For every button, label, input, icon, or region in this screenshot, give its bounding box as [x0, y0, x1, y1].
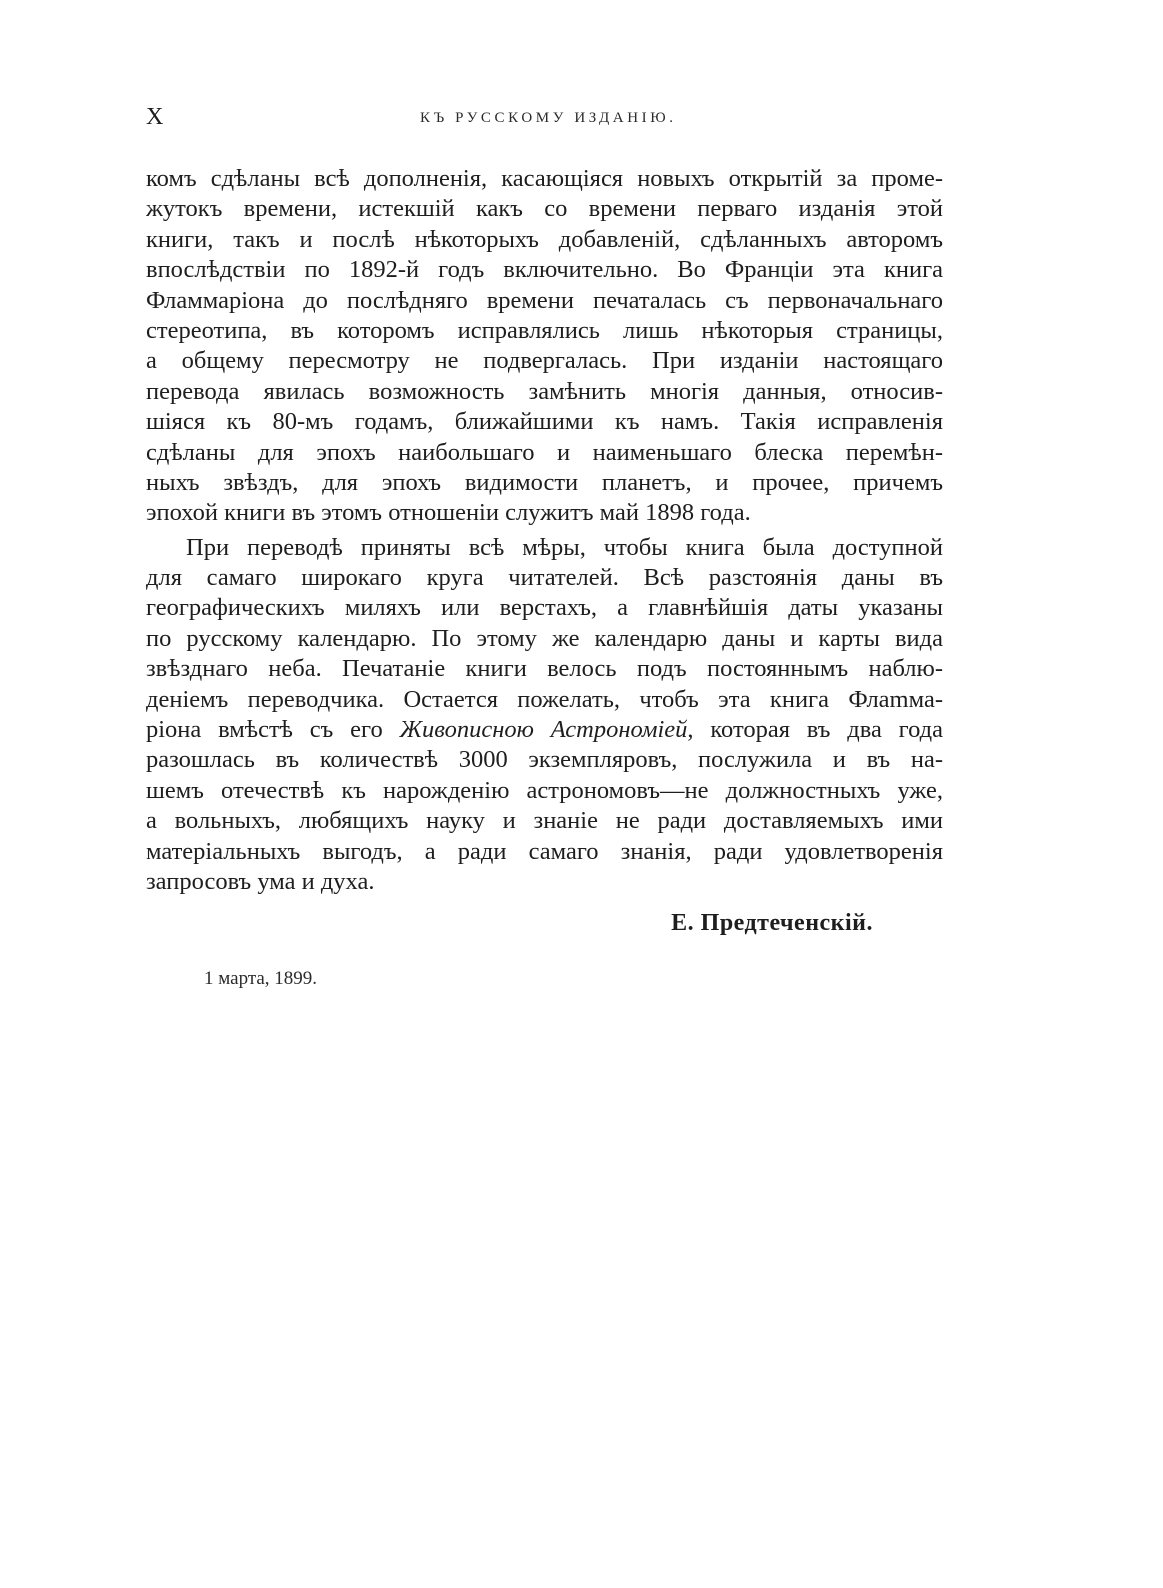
page-number: X [146, 104, 165, 130]
text-line: географическихъ миляхъ или верстахъ, а главнѣйшія даты указаны [146, 594, 943, 622]
text-line: звѣзднаго неба. Печатаніе книги велось подъ постояннымъ наблю- [146, 655, 943, 683]
paragraph-1 [146, 164, 943, 529]
text-line: матеріальныхъ выгодъ, а ради самаго знанія, ради удовлетворенія [146, 837, 943, 865]
text-line: Фламмаріона до послѣдняго времени печаталась съ первоначальнаго [146, 286, 943, 314]
author-signature: Е. Предтеченскій. [671, 910, 873, 936]
text-line: книги, такъ и послѣ нѣкоторыхъ добавленій, сдѣланныхъ авторомъ [146, 225, 943, 253]
text-line: разошлась въ количествѣ 3000 экземпляровъ, послужила и въ на- [146, 746, 943, 774]
text-line: шіяся къ 80-мъ годамъ, ближайшими къ намъ. Такія исправленія [146, 408, 943, 436]
text-line: для самаго широкаго круга читателей. Всѣ разстоянія даны въ [146, 564, 943, 592]
text-line: шемъ отечествѣ къ нарожденію астрономовъ—не должностныхъ уже, [146, 776, 943, 804]
text-line: стереотипа, въ которомъ исправлялись лишь нѣкоторыя страницы, [146, 316, 943, 344]
date-line: 1 марта, 1899. [204, 968, 318, 989]
text-line: а вольныхъ, любящихъ науку и знаніе не ради доставляемыхъ ими [146, 807, 943, 835]
text-line: запросовъ ума и духа. [146, 867, 375, 895]
text-line: деніемъ переводчика. Остается пожелать, чтобъ эта книга Флamма- [146, 685, 943, 713]
text-line: сдѣланы для эпохъ наибольшаго и наименьшаго блеска перемѣн- [146, 438, 943, 466]
body-text [146, 164, 943, 897]
text-line-with-title [146, 715, 943, 745]
text-line: по русскому календарю. По этому же календарю даны и карты вида [146, 624, 943, 652]
text-line: а общему пересмотру не подвергалась. При изданіи настоящаго [146, 347, 943, 375]
text-line: жутокъ времени, истекшій какъ со времени перваго изданія этой [146, 195, 943, 223]
text-fragment: , которая въ два года [687, 716, 943, 744]
text-fragment: ріона вмѣстѣ съ его [146, 716, 400, 744]
text-line: При переводѣ приняты всѣ мѣры, чтобы книга была доступной [186, 533, 943, 561]
text-line: эпохой книги въ этомъ отношеніи служитъ май 1898 года. [146, 499, 751, 527]
text-line: перевода явилась возможность замѣнить многія данныя, относив- [146, 377, 943, 405]
book-title: Живописною Астрономіей [399, 716, 688, 744]
text-line: комъ сдѣланы всѣ дополненія, касающіяся новыхъ открытій за проме- [146, 165, 943, 192]
running-head: КЪ РУССКОМУ ИЗДАНІЮ. [420, 110, 677, 126]
text-line: ныхъ звѣздъ, для эпохъ видимости планетъ, и прочее, причемъ [146, 468, 943, 496]
paragraph-2 [146, 533, 943, 898]
text-line: впослѣдствіи по 1892-й годъ включительно. Во Франціи эта книга [146, 256, 943, 284]
